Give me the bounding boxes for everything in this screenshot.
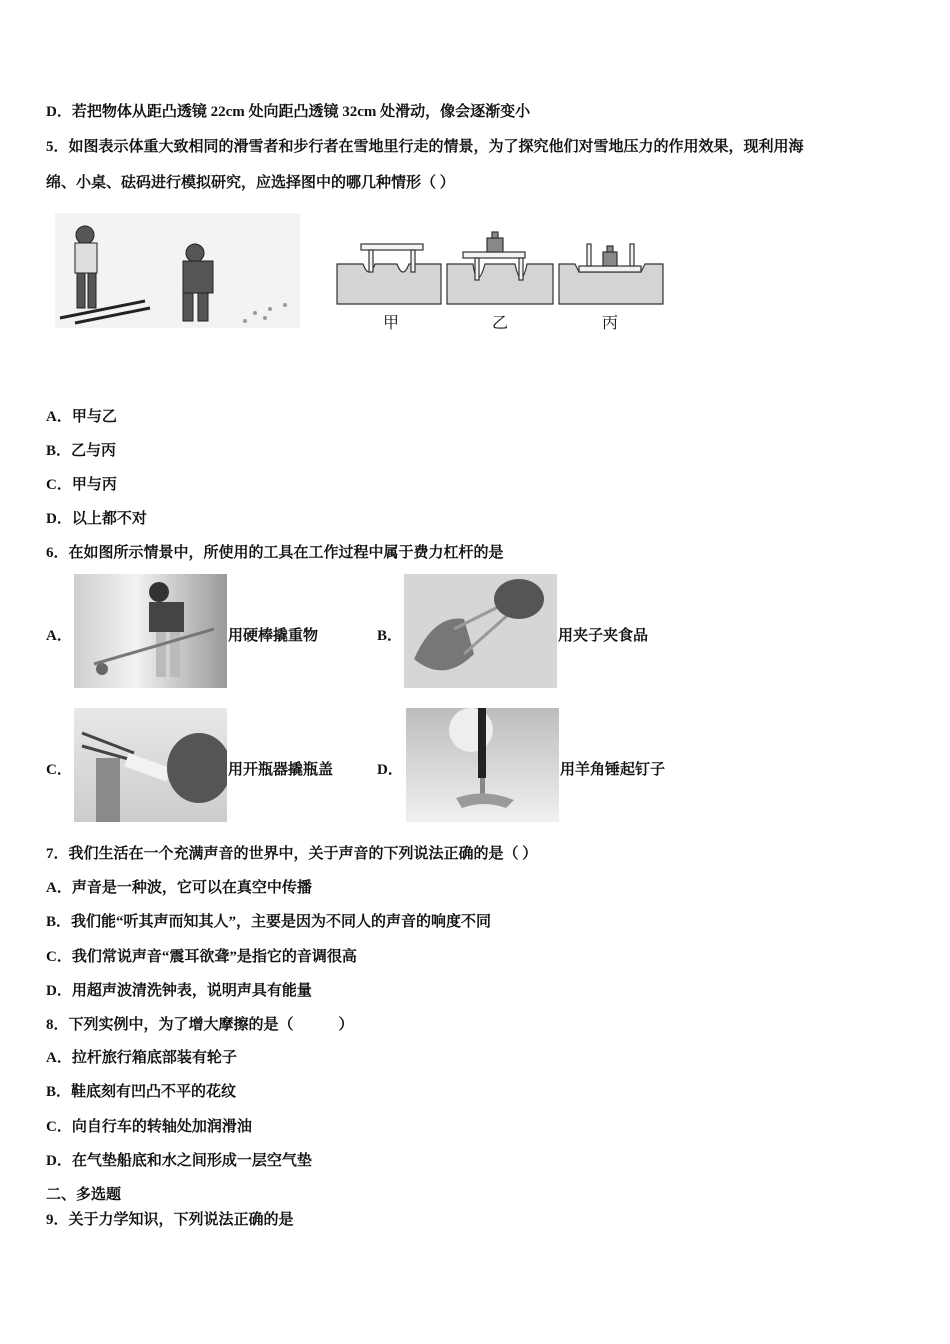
section-heading-multiple-choice: 二、多选题 [46, 1187, 122, 1203]
lever-photo-claw-hammer [406, 708, 559, 822]
q6-option-c-letter: C． [46, 762, 72, 778]
q8-option-a: A．拉杆旅行箱底部装有轮子 [46, 1050, 237, 1066]
q7-option-b: B．我们能“听其声而知其人”，主要是因为不同人的声音的响度不同 [46, 914, 492, 930]
sponge-table-diagram [335, 222, 665, 310]
lever-photo-tongs [404, 574, 557, 688]
q5-option-a: A．甲与乙 [46, 409, 117, 425]
figure-label-yi: 乙 [492, 313, 509, 332]
lever-photo-crowbar [74, 574, 227, 688]
q5-option-b: B．乙与丙 [46, 443, 117, 459]
q7-option-c: C．我们常说声音“震耳欲聋”是指它的音调很高 [46, 949, 357, 965]
q5-stem-line1: 5．如图表示体重大致相同的滑雪者和步行者在雪地里行走的情景，为了探究他们对雪地压力的作用效果，现利用海 [46, 139, 804, 155]
q7-stem: 7．我们生活在一个充满声音的世界中，关于声音的下列说法正确的是（ ） [46, 846, 538, 862]
q6-stem: 6．在如图所示情景中，所使用的工具在工作过程中属于费力杠杆的是 [46, 545, 504, 561]
q6-option-b-caption: 用夹子夹食品 [558, 628, 649, 644]
figure-label-bing: 丙 [602, 313, 619, 332]
q8-option-b: B．鞋底刻有凹凸不平的花纹 [46, 1084, 237, 1100]
q6-option-a-letter: A． [46, 628, 72, 644]
q8-option-c: C．向自行车的转轴处加润滑油 [46, 1119, 252, 1135]
lever-photo-bottle-opener [74, 708, 227, 822]
q6-option-a-caption: 用硬棒撬重物 [228, 628, 319, 644]
skier-walker-illustration [55, 213, 300, 328]
q5-option-c: C．甲与丙 [46, 477, 117, 493]
q8-option-d: D．在气垫船底和水之间形成一层空气垫 [46, 1153, 312, 1169]
q7-option-d: D．用超声波清洗钟表，说明声具有能量 [46, 983, 312, 999]
q8-stem: 8．下列实例中，为了增大摩擦的是（ ） [46, 1017, 354, 1033]
q6-option-c-caption: 用开瓶器撬瓶盖 [228, 762, 334, 778]
q7-option-a: A．声音是一种波，它可以在真空中传播 [46, 880, 312, 896]
q6-option-d-caption: 用羊角锤起钉子 [560, 762, 666, 778]
q4-option-d: D．若把物体从距凸透镜 22cm 处向距凸透镜 32cm 处滑动，像会逐渐变小 [46, 104, 531, 120]
figure-label-jia: 甲 [383, 313, 400, 332]
q6-option-d-letter: D． [377, 762, 403, 778]
q9-stem: 9．关于力学知识，下列说法正确的是 [46, 1212, 294, 1228]
q6-option-b-letter: B． [377, 628, 403, 644]
q5-option-d: D．以上都不对 [46, 511, 147, 527]
q5-stem-line2: 绵、小桌、砝码进行模拟研究，应选择图中的哪几种情形（ ） [46, 175, 455, 191]
